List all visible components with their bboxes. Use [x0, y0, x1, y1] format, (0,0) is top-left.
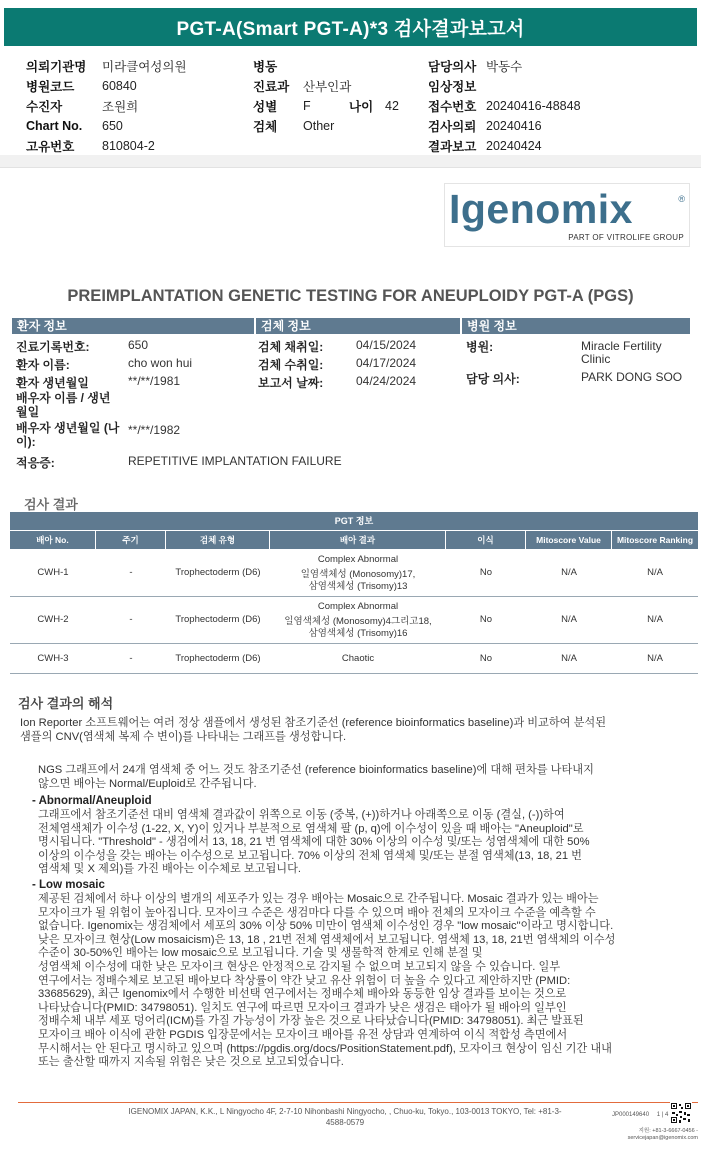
receive-date-label: 검체 수취일:: [258, 358, 324, 372]
patient-name-wrap: [128, 356, 192, 370]
text-line: 않으면 배아는 Normal/Euploid로 간주됩니다.: [38, 777, 257, 790]
indication-row: [16, 454, 55, 471]
doctor-wrap: [581, 370, 682, 384]
header-col-3: [428, 56, 581, 156]
header-value: 60840: [102, 79, 137, 93]
hospital-row: [466, 338, 493, 355]
header-label: 병원코드: [26, 80, 75, 94]
separator-strip: [0, 155, 701, 167]
text-line: 모자이크 배아 이식에 관한 PGDIS 입장문에서는 모자이크 배아를 유전 상담과 연계하여 이식 적합성 측면에서: [38, 1028, 568, 1041]
result-line-1: Complex Abnormal: [317, 600, 399, 612]
spouse-dob-label: 배우자 생년월일 (나이):: [16, 421, 120, 449]
footer-line-1: IGENOMIX JAPAN, K.K., L Ningyocho 4F, 2-7-10 Nihonbashi Ningyocho, , Chuo-ku, Tokyo., 103-0013 TOKYO, Tel: +81-3-: [128, 1107, 562, 1116]
specimen-info-bar: 검체 정보: [256, 318, 460, 334]
spouse-dob-row: [16, 421, 120, 449]
text-line: 염색체 및 X 제외)를 가진 배아는 이수체로 보고됩니다.: [38, 863, 302, 876]
header-label: 검사의뢰: [428, 120, 477, 134]
ward-label: 병동: [253, 60, 278, 74]
record-label: 진료기록번호:: [16, 340, 90, 354]
specimen-label: 검체: [253, 120, 278, 134]
header-label: 의뢰기관명: [26, 60, 87, 74]
text-line: 모자이크가 될 위험이 높아집니다. 모자이크 수준은 생검마다 다를 수 있으며 배아 전체의 모자이크 수준을 예측할 수: [38, 906, 596, 919]
receive-date-value: 04/17/2024: [356, 356, 417, 370]
mitoscore-value: N/A: [561, 567, 577, 578]
text-line: 샘플의 CNV(염색체 복제 수 변이)를 나타내는 그래프를 생성합니다.: [20, 730, 347, 743]
collect-row: [258, 338, 323, 355]
contact-email: servicejapan@igenomix.com: [627, 1135, 698, 1141]
doc-code: JP000149640: [612, 1112, 650, 1118]
text-line: 제공된 검체에서 하나 이상의 별개의 세포주가 있는 경우 배아는 Mosaic으로 간주됩니다. Mosaic 결과가 있는 배아는: [38, 893, 599, 905]
collect-date-label: 검체 채취일:: [258, 340, 324, 354]
header-value: 박동수: [486, 60, 523, 74]
patient-dob-value: **/**/1981: [128, 374, 181, 388]
pgt-info-bar: PGT 정보: [10, 512, 698, 530]
text-line: 성염색체 이수성에 대한 낮은 모자이크 현상은 안정적으로 감지될 수 없으며 보고되지 않을 수 있습니다. 일부: [38, 960, 561, 973]
col-mitoscore-ranking: Mitoscore Ranking: [612, 531, 698, 549]
header-label: 결과보고: [428, 140, 477, 154]
transfer: No: [479, 614, 493, 625]
col-mitoscore-value: Mitoscore Value: [526, 531, 612, 549]
report-date-wrap: [356, 374, 416, 388]
patient-name-value: cho won hui: [128, 356, 193, 370]
receive-wrap: [356, 356, 416, 370]
col-transfer: 이식: [446, 531, 526, 549]
hospital-value-line1: Miracle Fertility: [581, 339, 662, 353]
low-mosaic-heading: - Low mosaic: [32, 879, 105, 891]
hospital-value-wrap: [581, 340, 662, 366]
contact-phone: 지원: +81-3-6667-0456 -: [638, 1128, 698, 1134]
report-date-label: 보고서 날짜:: [258, 376, 324, 390]
text-line: NGS 그래프에서 24개 염색체 중 어느 것도 참조기준선 (reference bioinformatics baseline)에 대해 편차를 나타내지: [38, 764, 594, 776]
collect-wrap: [356, 338, 416, 352]
header-col-2: [253, 56, 399, 136]
footer-divider: [18, 1102, 698, 1103]
text-line: 없습니다. Igenomix는 생검체에서 세포의 30% 이상 50% 미만이 염색체 이수성인 경우 "low mosaic"이라고 명시합니다.: [38, 920, 614, 933]
specimen-type: Trophectoderm (D6): [175, 614, 261, 625]
ngs-paragraph: [38, 764, 688, 791]
results-table-header: [10, 531, 698, 549]
specimen-type: Trophectoderm (D6): [175, 567, 261, 578]
spouse-dob-wrap: [128, 423, 180, 437]
doctor-label: 담당 의사:: [466, 372, 520, 386]
indication-label: 적응증:: [16, 456, 55, 470]
result-line-2: 일염색체성 (Monosomy)4그리고18,: [284, 615, 432, 627]
text-line: 이상의 이수성을 갖는 배아는 이수성으로 보고됩니다. 70% 이상의 전체 염색체 및/또는 분절 염색체(13, 18, 21 번: [38, 849, 582, 862]
table-row: [10, 597, 698, 644]
hospital-info-bar: 병원 정보: [462, 318, 690, 334]
cycle: -: [129, 614, 133, 625]
header-value: 650: [102, 119, 123, 133]
text-line: 또는 출산할 때까지 지속될 위험은 낮은 것으로 보고되었습니다.: [38, 1056, 344, 1069]
specimen-value: Other: [303, 119, 335, 133]
hospital-value-line2: Clinic: [581, 352, 611, 366]
patient-name-label: 환자 이름:: [16, 358, 70, 372]
report-date-value: 04/24/2024: [356, 374, 417, 388]
clinic-label: 진료과: [253, 80, 290, 94]
report-title-bar: [4, 8, 697, 46]
logo-word: Igenomix: [449, 186, 633, 232]
mitoscore-value: N/A: [561, 614, 577, 625]
clinic-value: 산부인과: [303, 80, 352, 94]
record-value: 650: [128, 338, 149, 352]
sex-value: F: [303, 99, 311, 113]
abnormal-paragraph: [38, 809, 688, 877]
header-label: 담당의사: [428, 60, 477, 74]
table-row: [10, 644, 698, 674]
logo-subtitle: PART OF VITROLIFE GROUP: [568, 233, 684, 242]
embryo-id: CWH-1: [37, 567, 69, 578]
patient-name-row: [16, 356, 70, 373]
patient-info-bar: 환자 정보: [12, 318, 254, 334]
text-line: 정배수체 내부 세포 덩어리(ICM)를 가질 가능성이 가장 높은 것으로 나타났습니다(PMID: 34798051). 최근 발표된: [38, 1015, 584, 1028]
patient-dob-wrap: [128, 374, 180, 388]
text-line: 전체염색체가 이수성 (1-22, X, Y)이 있거나 부분적으로 염색체 팔 (p, q)에 이수성이 있을 때 배아는 "Aneuploid"로: [38, 822, 584, 835]
text-line: 연구에서는 정배수체로 보고된 배아보다 착상률이 약간 낮고 유산 위험이 더 높을 수 있다고 제안하지만 (PMID:: [38, 974, 571, 987]
mitoscore-value: N/A: [561, 652, 577, 664]
specimen-type: Trophectoderm (D6): [175, 652, 261, 664]
age-value: 42: [385, 99, 399, 113]
abnormal-heading: - Abnormal/Aneuploid: [32, 795, 152, 807]
text-line: 나타났습니다(PMID: 34798051). 일치도 연구에 따르면 모자이크 결과가 낮은 생검은 태아가 될 배아의 일부인: [38, 1001, 567, 1014]
spouse-dob-value: **/**/1982: [128, 423, 181, 437]
text-line: 33685629), 최근 Igenomix에서 수행한 비선택 연구에서는 정배수체 배아와 동등한 임상 결과를 보이는 것으로: [38, 988, 567, 1001]
patient-dob-label: 환자 생년월일: [16, 376, 89, 390]
header-value: 20240416-48848: [486, 99, 581, 113]
receive-row: [258, 356, 323, 373]
mitoscore-ranking: N/A: [647, 567, 663, 578]
col-embryo-no: 배아 No.: [10, 531, 96, 549]
footer-contact: [612, 1128, 698, 1142]
header-value: 810804-2: [102, 139, 155, 153]
text-line: 수준이 30-50%인 배아는 low mosaic으로 보고됩니다. 기술 및 생물학적 한계로 인해 분절 및: [38, 947, 483, 960]
col-embryo-result: 배아 결과: [270, 531, 446, 549]
embryo-id: CWH-3: [37, 652, 69, 664]
report-main-title: PGT-A(Smart PGT-A)*3 검사결과보고서: [176, 18, 525, 40]
footer-address: [100, 1106, 590, 1128]
interpretation-title: 검사 결과의 해석: [18, 696, 114, 711]
doctor-row: [466, 370, 520, 387]
result-line-1: Chaotic: [341, 652, 375, 664]
hospital-label: 병원:: [466, 340, 494, 354]
interpretation-intro: [20, 717, 690, 744]
record-value-wrap: [128, 338, 148, 352]
pgt-report-title: PREIMPLANTATION GENETIC TESTING FOR ANEUPLOIDY PGT-A (PGS): [67, 287, 634, 305]
text-line: 무시해서는 안 된다고 명시하고 있으며 (https://pgdis.org/docs/PositionStatement.pdf), 모자이크 현상이 임신 기간 내내: [38, 1042, 612, 1055]
footer-line-2: 4588-0579: [325, 1118, 365, 1127]
igenomix-logo: [444, 183, 690, 247]
mitoscore-ranking: N/A: [647, 652, 663, 664]
header-value: 20240424: [486, 139, 542, 153]
doctor-value: PARK DONG SOO: [581, 370, 683, 384]
footer-doc-code: [612, 1112, 668, 1118]
text-line: 낮은 모자이크 현상(Low mosaicism)은 13, 18 , 21번 전체 염색체에서 보고됩니다. 염색체 13, 18, 21번 염색체의 이수성: [38, 933, 616, 946]
result-line-3: 삼염색체성 (Trisomy)16: [308, 627, 408, 639]
patient-record-row: [16, 338, 90, 355]
transfer: No: [479, 567, 493, 578]
report-date-row: [258, 374, 323, 391]
results-title: 검사 결과: [24, 497, 78, 512]
spouse-name-label: 배우자 이름 / 생년월일: [16, 391, 111, 419]
indication-wrap: [128, 454, 342, 468]
header-label: 고유번호: [26, 140, 75, 154]
transfer: No: [479, 652, 493, 664]
qr-code-icon: [670, 1102, 692, 1124]
patient-dob-row: [16, 374, 89, 391]
header-label: Chart No.: [26, 119, 83, 133]
header-label: 접수번호: [428, 100, 477, 114]
text-line: Ion Reporter 소프트웨어는 여러 정상 샘플에서 생성된 참조기준선 (reference bioinformatics baseline)과 비교하여 분석된: [20, 717, 606, 729]
col-cycle: 주기: [96, 531, 166, 549]
header-value: 20240416: [486, 119, 542, 133]
result-line-1: Complex Abnormal: [317, 553, 399, 565]
collect-date-value: 04/15/2024: [356, 338, 417, 352]
header-col-1: [26, 56, 187, 156]
cycle: -: [129, 652, 133, 664]
embryo-id: CWH-2: [37, 614, 69, 625]
text-line: 그래프에서 참조기준선 대비 염색체 결과값이 위쪽으로 이동 (중복, (+))하거나 아래쪽으로 이동 (결실, (-))하여: [38, 809, 565, 821]
separator-line: [0, 167, 701, 168]
logo-registered-mark: ®: [678, 194, 685, 204]
table-row: [10, 550, 698, 597]
spouse-name-row: [16, 391, 116, 419]
header-label: 임상정보: [428, 80, 477, 94]
sex-label: 성별: [253, 100, 278, 114]
header-value: 미라클여성의원: [102, 60, 187, 74]
page-number: 1 | 4: [656, 1112, 669, 1118]
text-line: 명시됩니다. "Threshold" - 생검에서 13, 18, 21 번 염색체에 대한 30% 이상의 이수성 및/또는 성염색체에 대한 50%: [38, 836, 590, 849]
mitoscore-ranking: N/A: [647, 614, 663, 625]
header-value: 조원희: [102, 100, 139, 114]
result-line-3: 삼염색체성 (Trisomy)13: [308, 580, 408, 592]
header-label: 수진자: [26, 100, 63, 114]
low-mosaic-paragraph: [38, 893, 690, 1070]
col-specimen-type: 검체 유형: [166, 531, 270, 549]
indication-value: REPETITIVE IMPLANTATION FAILURE: [128, 454, 342, 468]
age-label: 나이: [349, 100, 374, 114]
cycle: -: [129, 567, 133, 578]
result-line-2: 일염색체성 (Monosomy)17,: [300, 568, 416, 580]
